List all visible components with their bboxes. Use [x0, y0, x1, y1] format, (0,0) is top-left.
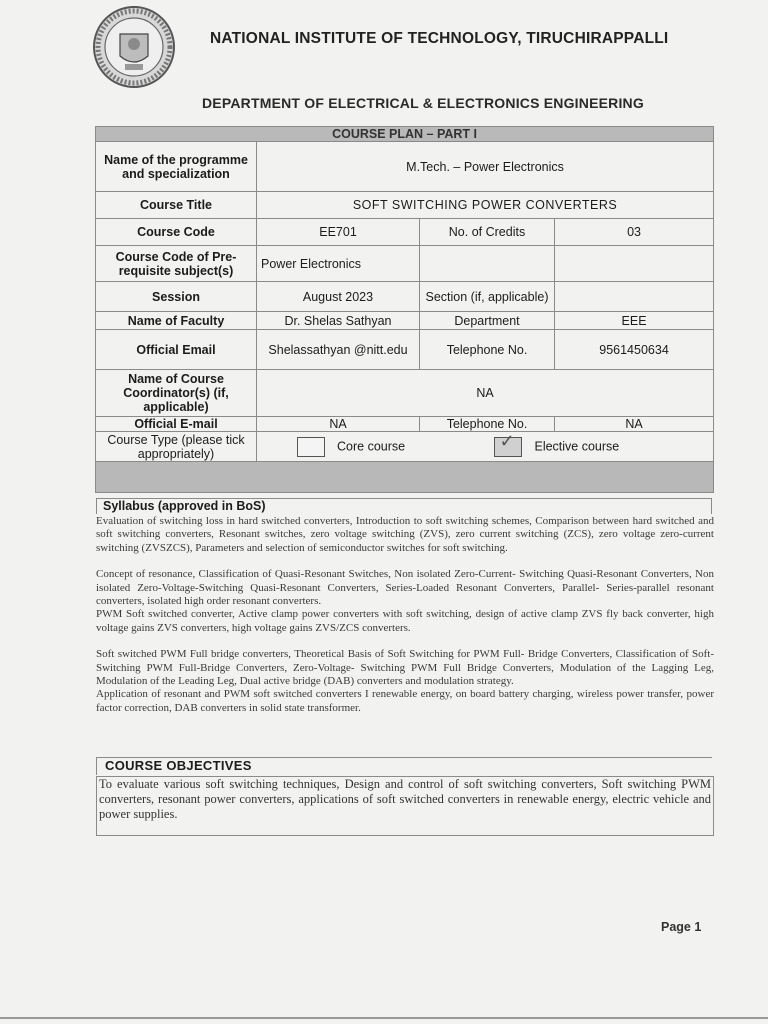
- section-label: Section (if, applicable): [420, 282, 555, 312]
- prerequisite-row: [96, 246, 714, 282]
- institute-title: NATIONAL INSTITUTE OF TECHNOLOGY, TIRUCHIRAPPALLI: [210, 30, 669, 47]
- course-type-label: Course Type (please tick appropriately): [96, 432, 257, 462]
- course-code-value: EE701: [257, 219, 420, 246]
- department-label: Department: [420, 312, 555, 330]
- course-title-label: Course Title: [96, 192, 257, 219]
- course-code-label: Course Code: [96, 219, 257, 246]
- session-value: August 2023: [257, 282, 420, 312]
- credits-label: No. of Credits: [420, 219, 555, 246]
- shaded-separator-row: [96, 462, 714, 493]
- prerequisite-value: Power Electronics: [257, 246, 420, 282]
- coordinator-email-label: Official E-mail: [96, 417, 257, 432]
- course-plan-table: [95, 126, 714, 493]
- course-type-row: [96, 432, 714, 462]
- elective-course-label: Elective course: [534, 438, 620, 453]
- course-title-value: SOFT SWITCHING POWER CONVERTERS: [257, 192, 714, 219]
- coordinator-telephone-value: NA: [555, 417, 714, 432]
- syllabus-paragraph-4: Soft switched PWM Full bridge converters, Theoretical Basis of Soft Switching for PWM Full- Bridge Converters, Classification of Soft-Switching PWM Full-Bridge Converters, Zero-Voltage- Switching PWM Full Bridge Converters, Modulation of the Lagging Leg, Modulation of the Leading Leg, Dual active bridge (DAB) converters and modulation strategy.: [96, 648, 714, 688]
- department-title: DEPARTMENT OF ELECTRICAL & ELECTRONICS ENGINEERING: [202, 95, 644, 111]
- core-course-label: Core course: [337, 438, 406, 453]
- syllabus-body: [96, 515, 714, 715]
- nit-trichy-emblem-icon: [84, 4, 184, 90]
- page-number: Page 1: [661, 920, 702, 934]
- course-title-row: [96, 192, 714, 219]
- programme-row: [96, 142, 714, 192]
- session-row: [96, 282, 714, 312]
- section-value: [555, 282, 714, 312]
- syllabus-paragraph-2: Concept of resonance, Classification of Quasi-Resonant Switches, Non isolated Zero-Current- Switching Quasi-Resonant Converters, Non isolated Zero-Voltage-Switching Quasi-Resonant Converters, Series-Loaded Resonant Converters, Parallel- Series-parallel resonant converters, isolated high order resonant converters.: [96, 568, 714, 608]
- programme-label: Name of the programme and specialization: [96, 142, 257, 192]
- core-course-checkbox[interactable]: [297, 437, 325, 457]
- session-label: Session: [96, 282, 257, 312]
- syllabus-paragraph-5: Application of resonant and PWM soft switched converters I renewable energy, on board battery charging, wireless power transfer, power factor correction, DAB converters in solid state transformer.: [96, 688, 714, 714]
- faculty-value: Dr. Shelas Sathyan: [257, 312, 420, 330]
- objectives-heading: COURSE OBJECTIVES: [96, 757, 712, 775]
- credits-value: 03: [555, 219, 714, 246]
- faculty-label: Name of Faculty: [96, 312, 257, 330]
- email-value: Shelassathyan @nitt.edu: [257, 330, 420, 370]
- telephone-value: 9561450634: [555, 330, 714, 370]
- syllabus-paragraph-3: PWM Soft switched converter, Active clamp power converters with soft switching, design of active clamp ZVS fly back converter, high voltage gains ZVS converters, high voltage gains ZVS/ZCS converters.: [96, 608, 714, 634]
- syllabus-paragraph-1: Evaluation of switching loss in hard switched converters, Introduction to soft switching schemes, Comparison between hard switched and soft switching converters, Resonant switches, zero voltage switching (ZVS), zero current switching (ZCS), zero voltage zero-current switching (ZVSZCS), Parameters and selection of semiconductor switches for soft switching.: [96, 515, 714, 554]
- course-code-row: [96, 219, 714, 246]
- shaded-separator: [96, 462, 714, 493]
- email-row: [96, 330, 714, 370]
- faculty-row: [96, 312, 714, 330]
- programme-value: M.Tech. – Power Electronics: [257, 142, 714, 192]
- course-plan-heading: COURSE PLAN – PART I: [96, 127, 714, 142]
- department-value: EEE: [555, 312, 714, 330]
- objectives-text: To evaluate various soft switching techniques, Design and control of soft switching converters, Soft switching PWM converters, resonant power converters, applications of soft switched converters in renewable energy, electric vehicle and power supplies.: [96, 776, 714, 836]
- coordinator-label: Name of Course Coordinator(s) (if, applicable): [96, 370, 257, 417]
- coordinator-email-value: NA: [257, 417, 420, 432]
- coordinator-value: NA: [257, 370, 714, 417]
- elective-course-checkbox[interactable]: [494, 430, 522, 457]
- coordinator-contact-row: [96, 417, 714, 432]
- bottom-rule: [0, 1017, 768, 1019]
- prerequisite-label: Course Code of Pre-requisite subject(s): [96, 246, 257, 282]
- table-header-row: [96, 127, 714, 142]
- syllabus-heading: Syllabus (approved in BoS): [96, 498, 712, 514]
- course-type-options: [257, 432, 714, 462]
- coordinator-telephone-label: Telephone No.: [420, 417, 555, 432]
- checkmark-icon: ✓: [499, 430, 515, 451]
- telephone-label: Telephone No.: [420, 330, 555, 370]
- coordinator-row: [96, 370, 714, 417]
- email-label: Official Email: [96, 330, 257, 370]
